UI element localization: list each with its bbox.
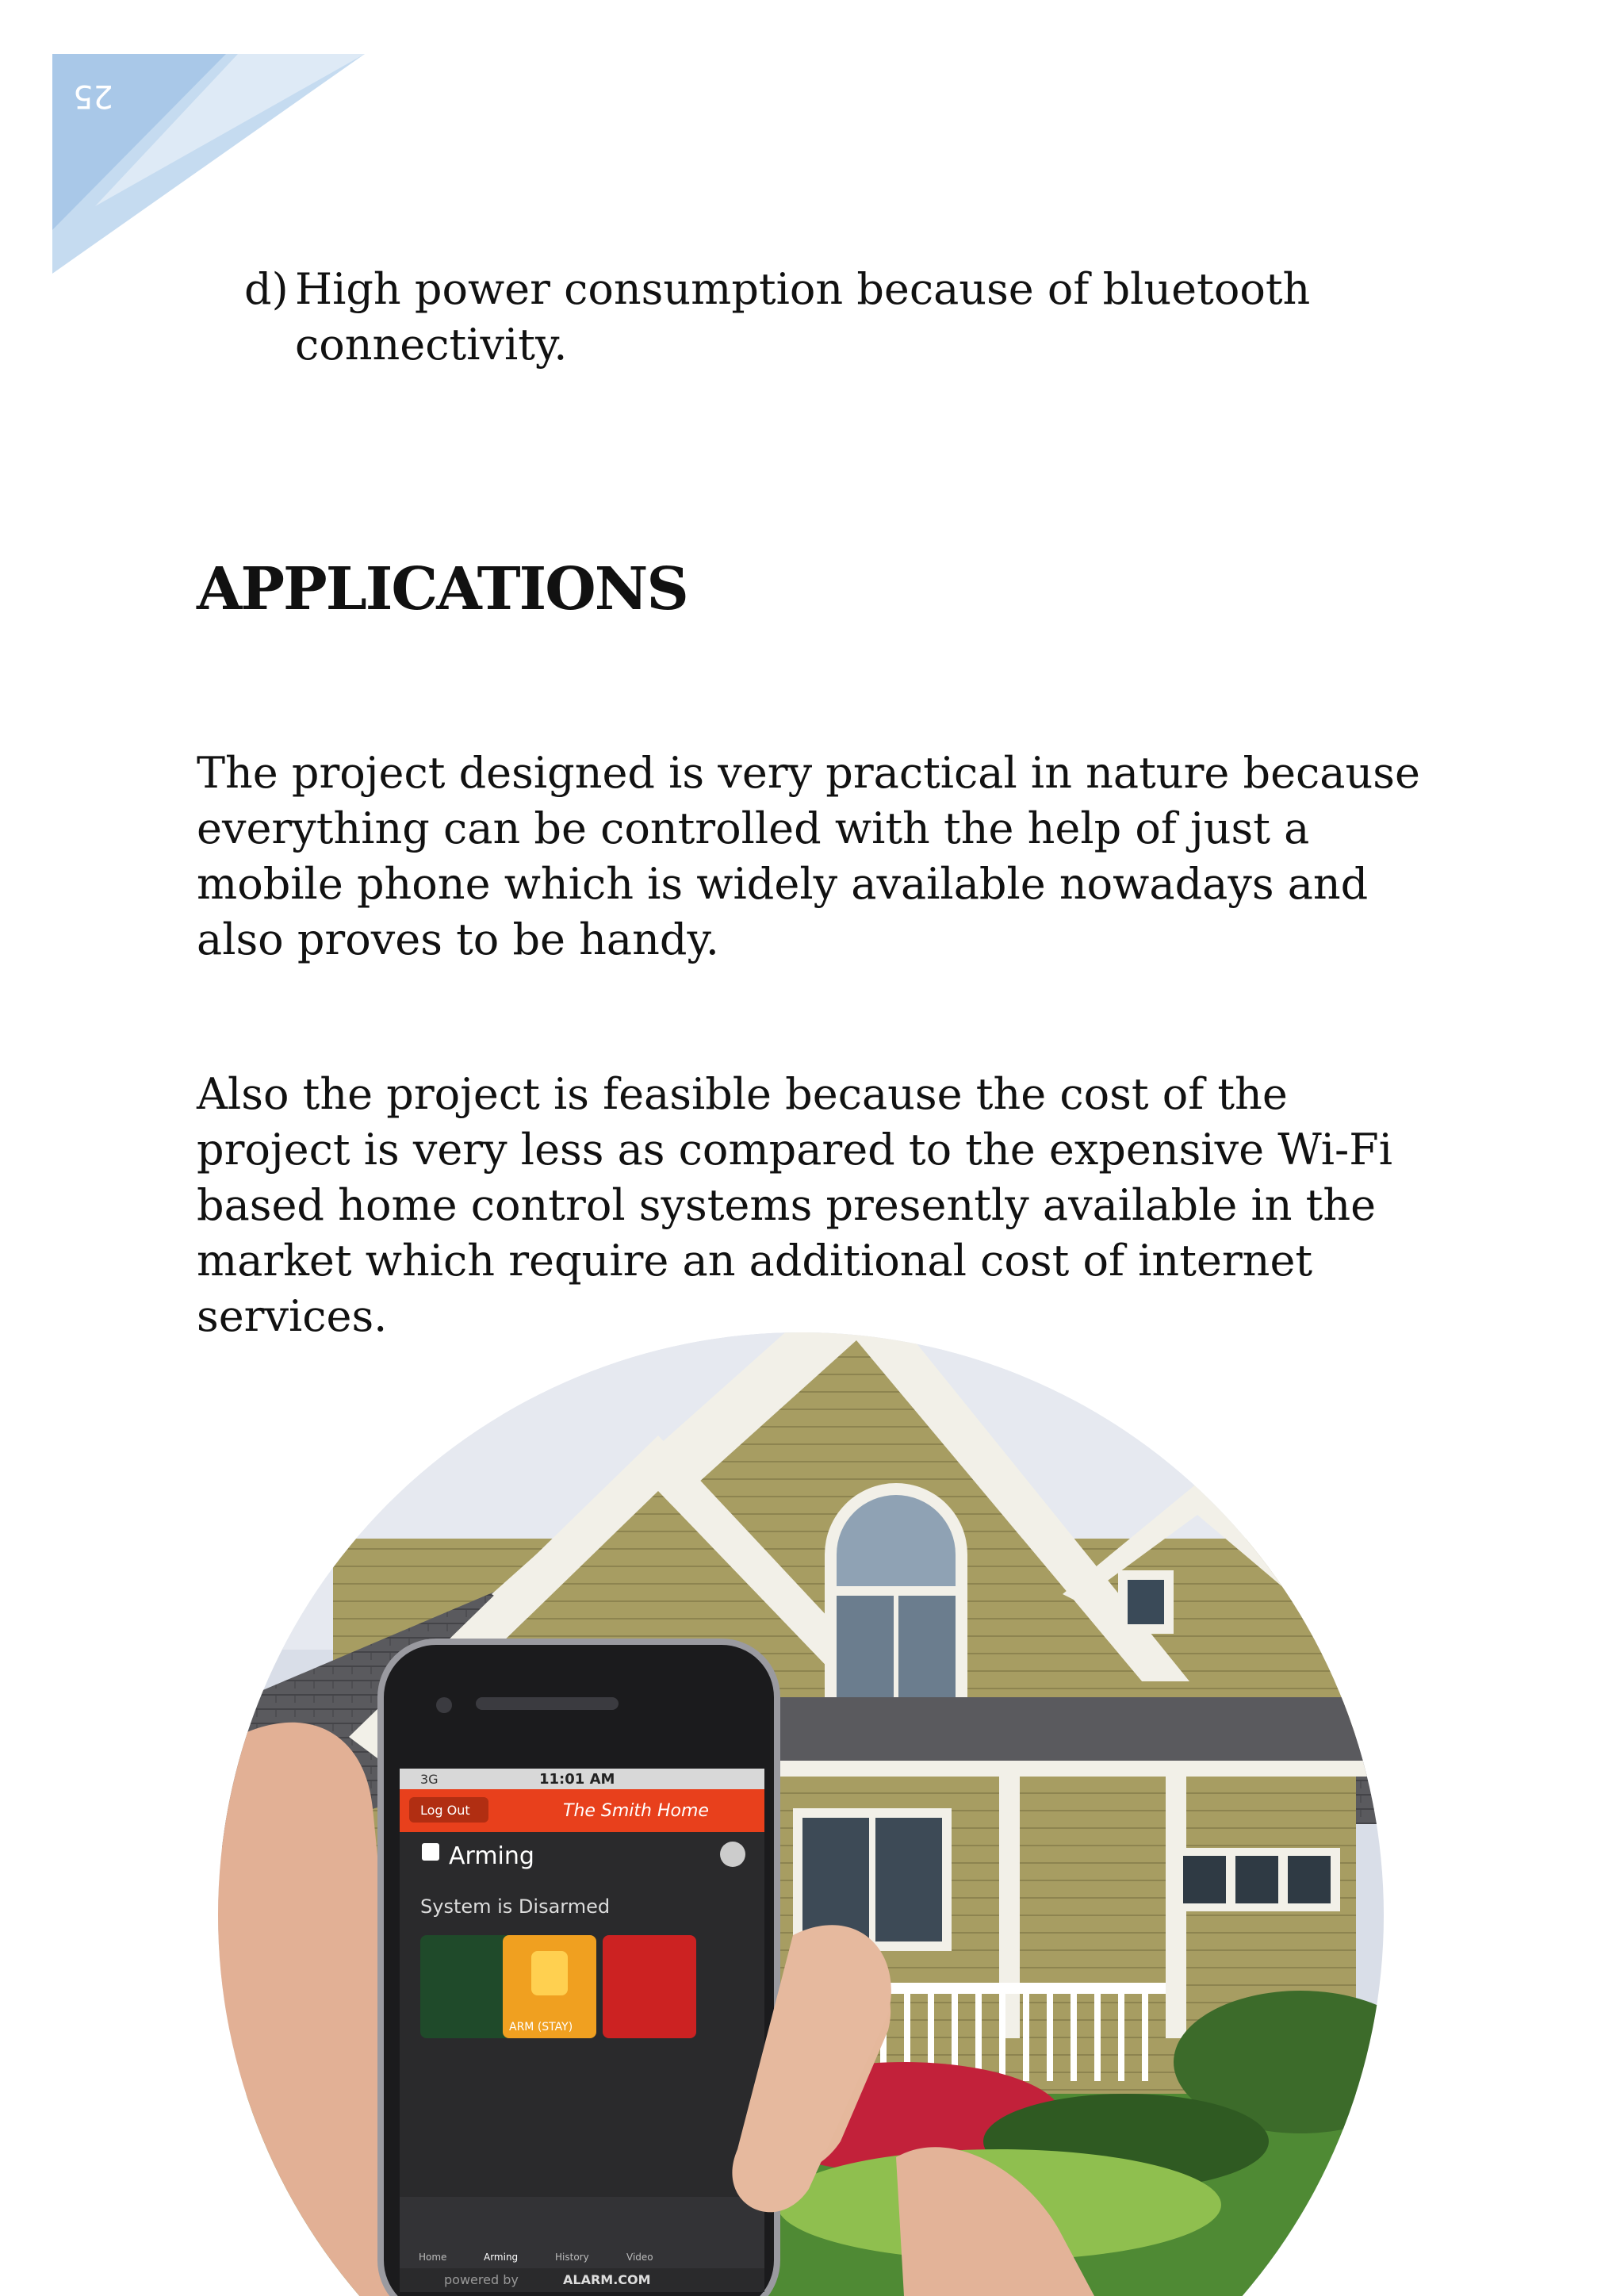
lock-icon [422,1843,439,1861]
home-name: The Smith Home [563,1801,709,1821]
network-indicator: 3G [420,1772,439,1787]
brand-logo: ALARM.COM [563,2272,651,2287]
nav-video: Video [626,2252,653,2263]
padlock-icon [531,1951,568,1995]
nav-home: Home [419,2252,447,2263]
arm-away-button [603,1935,696,2038]
arming-title: Arming [449,1842,534,1870]
list-item-text: High power consumption because of bluetooth connectivity. [295,264,1311,370]
list-item-d [244,262,1434,373]
paragraph-feasible: Also the project is feasible because the cost of the project is very less as compared to the expensive Wi-Fi based home control systems presently available in the market which require an additional cost of internet services. [197,1069,1393,1341]
nav-arming: Arming [484,2252,519,2263]
refresh-icon [720,1842,745,1867]
page-number: 25 [73,78,113,114]
corner-decoration [0,0,381,286]
home-automation-illustration [190,1253,1411,2296]
paragraph-practical: The project designed is very practical in nature because everything can be controlled with the help of just a mobile phone which is widely available nowadays and also proves to be handy. [197,748,1420,964]
list-item-label: d) [244,264,289,314]
disarm-button [420,1935,515,2038]
nav-history: History [555,2252,589,2263]
section-heading: APPLICATIONS [197,555,688,623]
powered-by: powered by [444,2272,519,2287]
logout-button: Log Out [420,1803,470,1818]
system-status: System is Disarmed [420,1895,611,1918]
status-time: 11:01 AM [539,1771,615,1788]
arm-stay-label: ARM (STAY) [509,2021,573,2033]
